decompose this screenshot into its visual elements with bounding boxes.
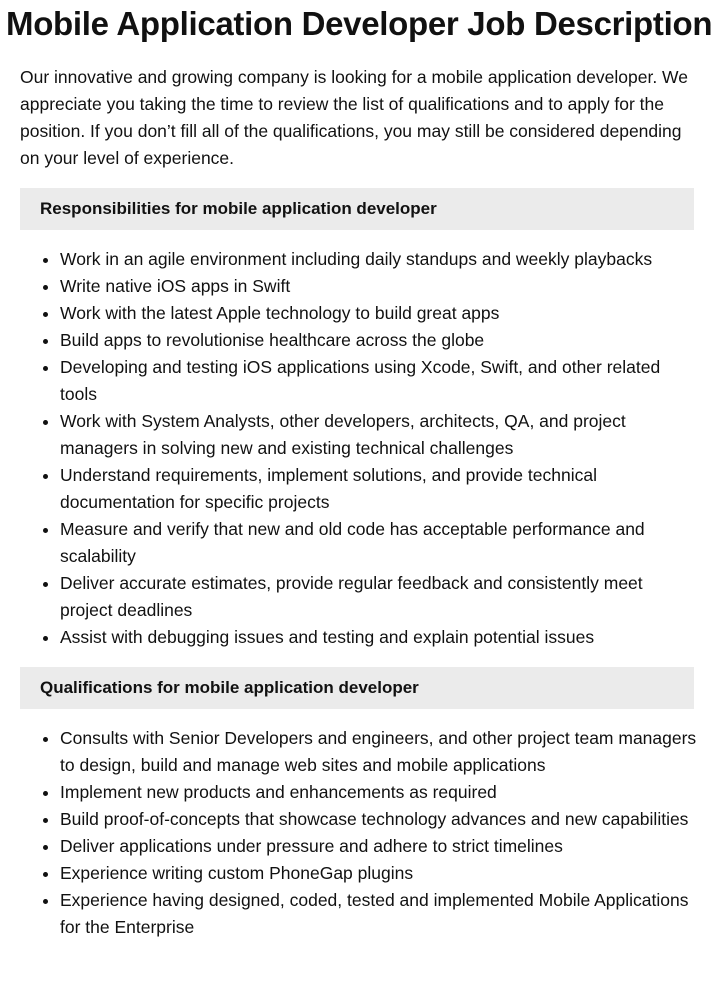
list-item: • Deliver accurate estimates, provide regular feedback and consistently meet project deadlines bbox=[60, 570, 700, 624]
list-item: • Consults with Senior Developers and engineers, and other project team managers to design, build and manage web sites and mobile applications bbox=[60, 725, 700, 779]
list-item: • Build proof-of-concepts that showcase technology advances and new capabilities bbox=[60, 806, 700, 833]
list-item: • Work with System Analysts, other developers, architects, QA, and project managers in solving new and existing technical challenges bbox=[60, 408, 700, 462]
list-item: • Write native iOS apps in Swift bbox=[60, 273, 700, 300]
list-item: • Implement new products and enhancements as required bbox=[60, 779, 700, 806]
list-item: • Assist with debugging issues and testing and explain potential issues bbox=[60, 624, 700, 651]
responsibilities-heading: Responsibilities for mobile application developer bbox=[20, 188, 694, 230]
list-item: • Measure and verify that new and old code has acceptable performance and scalability bbox=[60, 516, 700, 570]
list-item: • Work in an agile environment including daily standups and weekly playbacks bbox=[60, 246, 700, 273]
list-item: • Build apps to revolutionise healthcare across the globe bbox=[60, 327, 700, 354]
qualifications-list bbox=[0, 725, 700, 941]
qualifications-heading: Qualifications for mobile application developer bbox=[20, 667, 694, 709]
list-item: • Deliver applications under pressure and adhere to strict timelines bbox=[60, 833, 700, 860]
list-item: • Work with the latest Apple technology to build great apps bbox=[60, 300, 700, 327]
list-item: • Experience writing custom PhoneGap plugins bbox=[60, 860, 700, 887]
page-title: Mobile Application Developer Job Description bbox=[6, 5, 713, 42]
responsibilities-list bbox=[0, 246, 700, 651]
list-item: • Experience having designed, coded, tested and implemented Mobile Applications for the Enterprise bbox=[60, 887, 700, 941]
list-item: • Understand requirements, implement solutions, and provide technical documentation for specific projects bbox=[60, 462, 700, 516]
intro-paragraph: Our innovative and growing company is looking for a mobile application developer. We appreciate you taking the time to review the list of qualifications and to apply for the position. If you don’t fill all of the qualifications, you may still be considered depending on your level of experience. bbox=[20, 67, 688, 168]
list-item: • Developing and testing iOS applications using Xcode, Swift, and other related tools bbox=[60, 354, 700, 408]
